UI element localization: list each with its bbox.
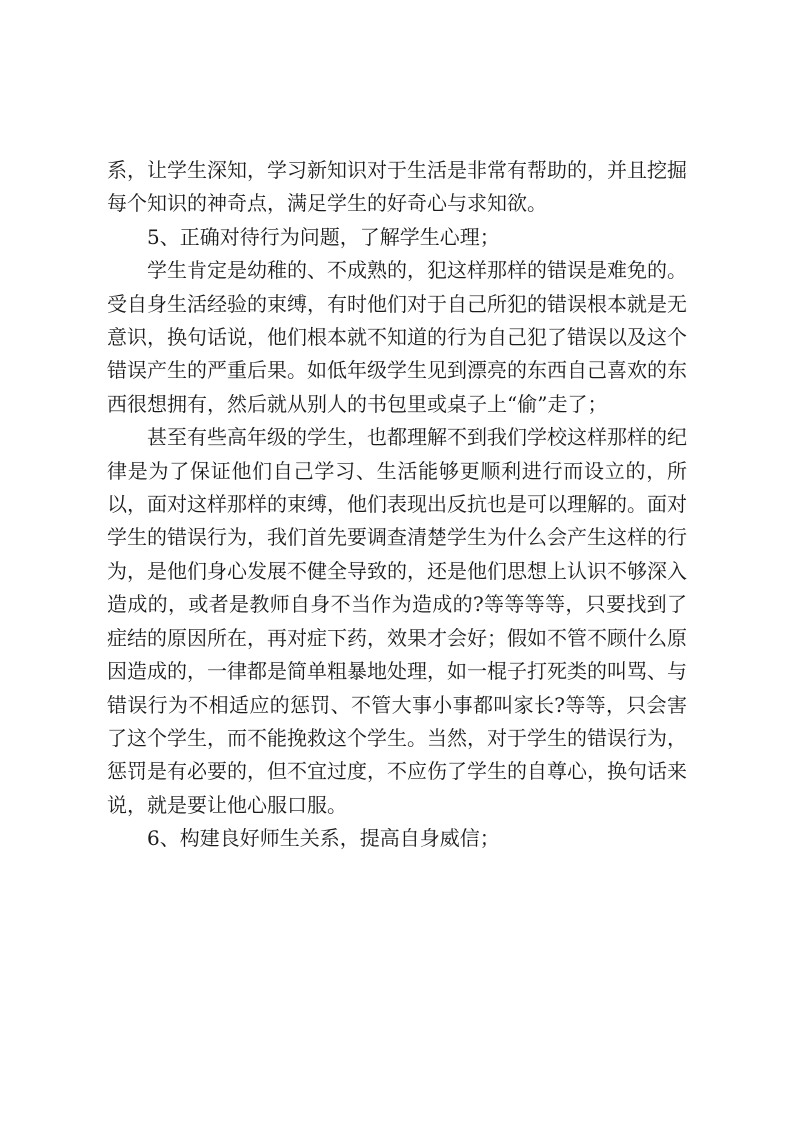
section-heading-6: 6、构建良好师生关系，提高自身威信； bbox=[147, 826, 500, 851]
document-body bbox=[107, 154, 687, 856]
paragraph-continuation: 系，让学生深知，学习新知识对于生活是非常有帮助的，并且挖掘每个知识的神奇点，满足学生的好奇心与求知欲。 bbox=[107, 158, 687, 216]
paragraph-immaturity: 学生肯定是幼稚的、不成熟的，犯这样那样的错误是难免的。受自身生活经验的束缚，有时他们对于自己所犯的错误根本就是无意识，换句话说，他们根本就不知道的行为自己犯了错误以及这个错误产生的严重后果。如低年级学生见到漂亮的东西自己喜欢的东西很想拥有，然后就从别人的书包里或桌子上“偷”走了； bbox=[107, 258, 687, 416]
section-heading-5: 5、正确对待行为问题，了解学生心理； bbox=[147, 224, 500, 249]
paragraph-discipline: 甚至有些高年级的学生，也都理解不到我们学校这样那样的纪律是为了保证他们自己学习、生活能够更顺利进行而设立的，所以，面对这样那样的束缚，他们表现出反抗也是可以理解的。面对学生的错误行为，我们首先要调查清楚学生为什么会产生这样的行为，是他们身心发展不健全导致的，还是他们思想上认识不够深入造成的，或者是教师自身不当作为造成的?等等等等，只要找到了症结的原因所在，再对症下药，效果才会好；假如不管不顾什么原因造成的，一律都是简单粗暴地处理，如一棍子打死类的叫骂、与错误行为不相适应的惩罚、不管大事小事都叫家长?等等，只会害了这个学生，而不能挽救这个学生。当然，对于学生的错误行为，惩罚是有必要的，但不宜过度，不应伤了学生的自尊心，换句话来说，就是要让他心服口服。 bbox=[107, 425, 687, 817]
